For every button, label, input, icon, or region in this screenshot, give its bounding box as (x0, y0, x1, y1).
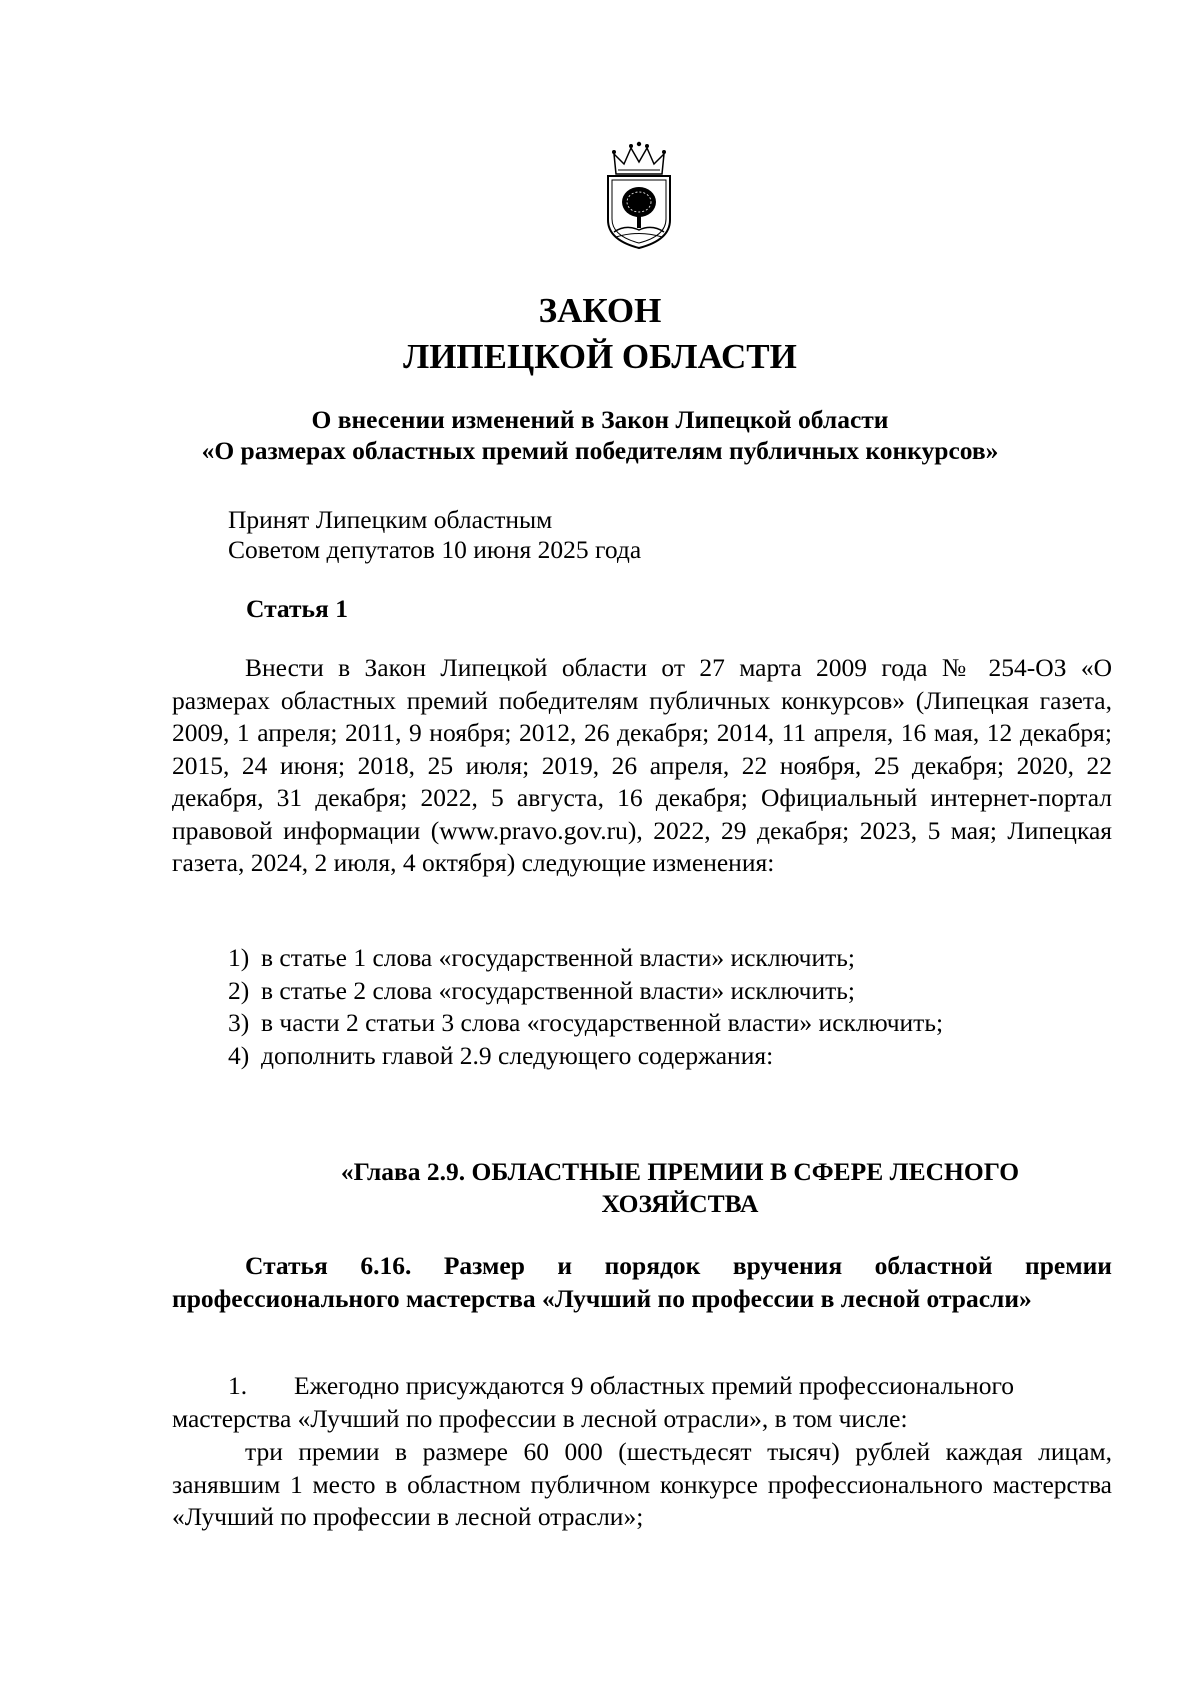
adoption-line-1: Принят Липецким областным (228, 505, 553, 534)
law-subtitle-line-1: О внесении изменений в Закон Липецкой области (311, 405, 889, 434)
chapter-heading-line-1: «Глава 2.9. ОБЛАСТНЫЕ ПРЕМИИ В СФЕРЕ ЛЕСНОГО (340, 1157, 1020, 1186)
list-item (228, 1040, 943, 1073)
article-1-intro (172, 652, 1112, 880)
list-item (228, 975, 943, 1008)
list-item-text: в статье 1 слова «государственной власти» исключить; (261, 943, 855, 972)
article-6-16-paragraph-2 (172, 1436, 1112, 1534)
list-item-number: 4) (228, 1040, 250, 1070)
paragraph-2-text: три премии в размере 60 000 (шестьдесят тысяч) рублей каждая лицам, занявшим 1 место в областном публичном конкурсе профессионального мастерства «Лучший по профессии в лесной отрасли»; (172, 1437, 1112, 1531)
article-6-16-heading-text: Статья 6.16. Размер и порядок вручения областной премии профессионального мастерства «Лучший по профессии в лесной отрасли» (172, 1251, 1112, 1313)
paragraph-1-text-end: мастерства «Лучший по профессии в лесной отрасли», в том числе: (172, 1403, 908, 1433)
list-item-number: 2) (228, 975, 250, 1005)
law-subtitle (0, 404, 1200, 466)
chapter-heading-line-2: ХОЗЯЙСТВА (601, 1189, 759, 1218)
list-item (228, 1007, 943, 1040)
law-title (0, 288, 1200, 380)
list-item-text: дополнить главой 2.9 следующего содержания: (261, 1040, 774, 1070)
list-item-number: 1) (228, 943, 250, 972)
adoption-line-2: Советом депутатов 10 июня 2025 года (228, 535, 642, 564)
law-subtitle-line-2: «О размерах областных премий победителям публичных конкурсов» (201, 436, 999, 465)
list-item (228, 942, 943, 975)
lipetsk-coat-of-arms-icon (604, 140, 674, 252)
list-item-text: в части 2 статьи 3 слова «государственной власти» исключить; (261, 1008, 944, 1037)
article-1-heading: Статья 1 (246, 594, 348, 623)
list-item-number: 3) (228, 1008, 250, 1037)
paragraph-1-text-start: Ежегодно присуждаются 9 областных премий профессионального (294, 1371, 1015, 1400)
law-title-line-1: ЗАКОН (538, 291, 662, 330)
article-1-intro-text: Внести в Закон Липецкой области от 27 марта 2009 года № 254-ОЗ «О размерах областных премий победителям публичных конкурсов» (Липецкая газета, 2009, 1 апреля; 2011, 9 ноября; 2012, 26 декабря; 2014, 11 апреля, 16 мая, 12 декабря; 2015, 24 июня; 2018, 25 июля; 2019, 26 апреля, 22 ноября, 25 декабря; 2020, 22 декабря, 31 декабря; 2022, 5 августа, 16 декабря; Официальный интернет-портал правовой информации (www.pravo.gov.ru), 2022, 29 декабря; 2023, 5 мая; Липецкая газета, 2024, 2 июля, 4 октября) следующие изменения: (172, 653, 1112, 877)
chapter-2-9-heading (295, 1156, 1065, 1220)
amendments-list (228, 942, 943, 1072)
adoption-note (228, 505, 641, 565)
article-6-16-heading (172, 1250, 1112, 1315)
law-title-line-2: ЛИПЕЦКОЙ ОБЛАСТИ (403, 337, 797, 376)
paragraph-number: 1. (228, 1371, 248, 1400)
paragraph-1-first-line (172, 1370, 1112, 1403)
list-item-text: в статье 2 слова «государственной власти» исключить; (261, 975, 855, 1005)
article-6-16-paragraph-1 (172, 1370, 1112, 1435)
